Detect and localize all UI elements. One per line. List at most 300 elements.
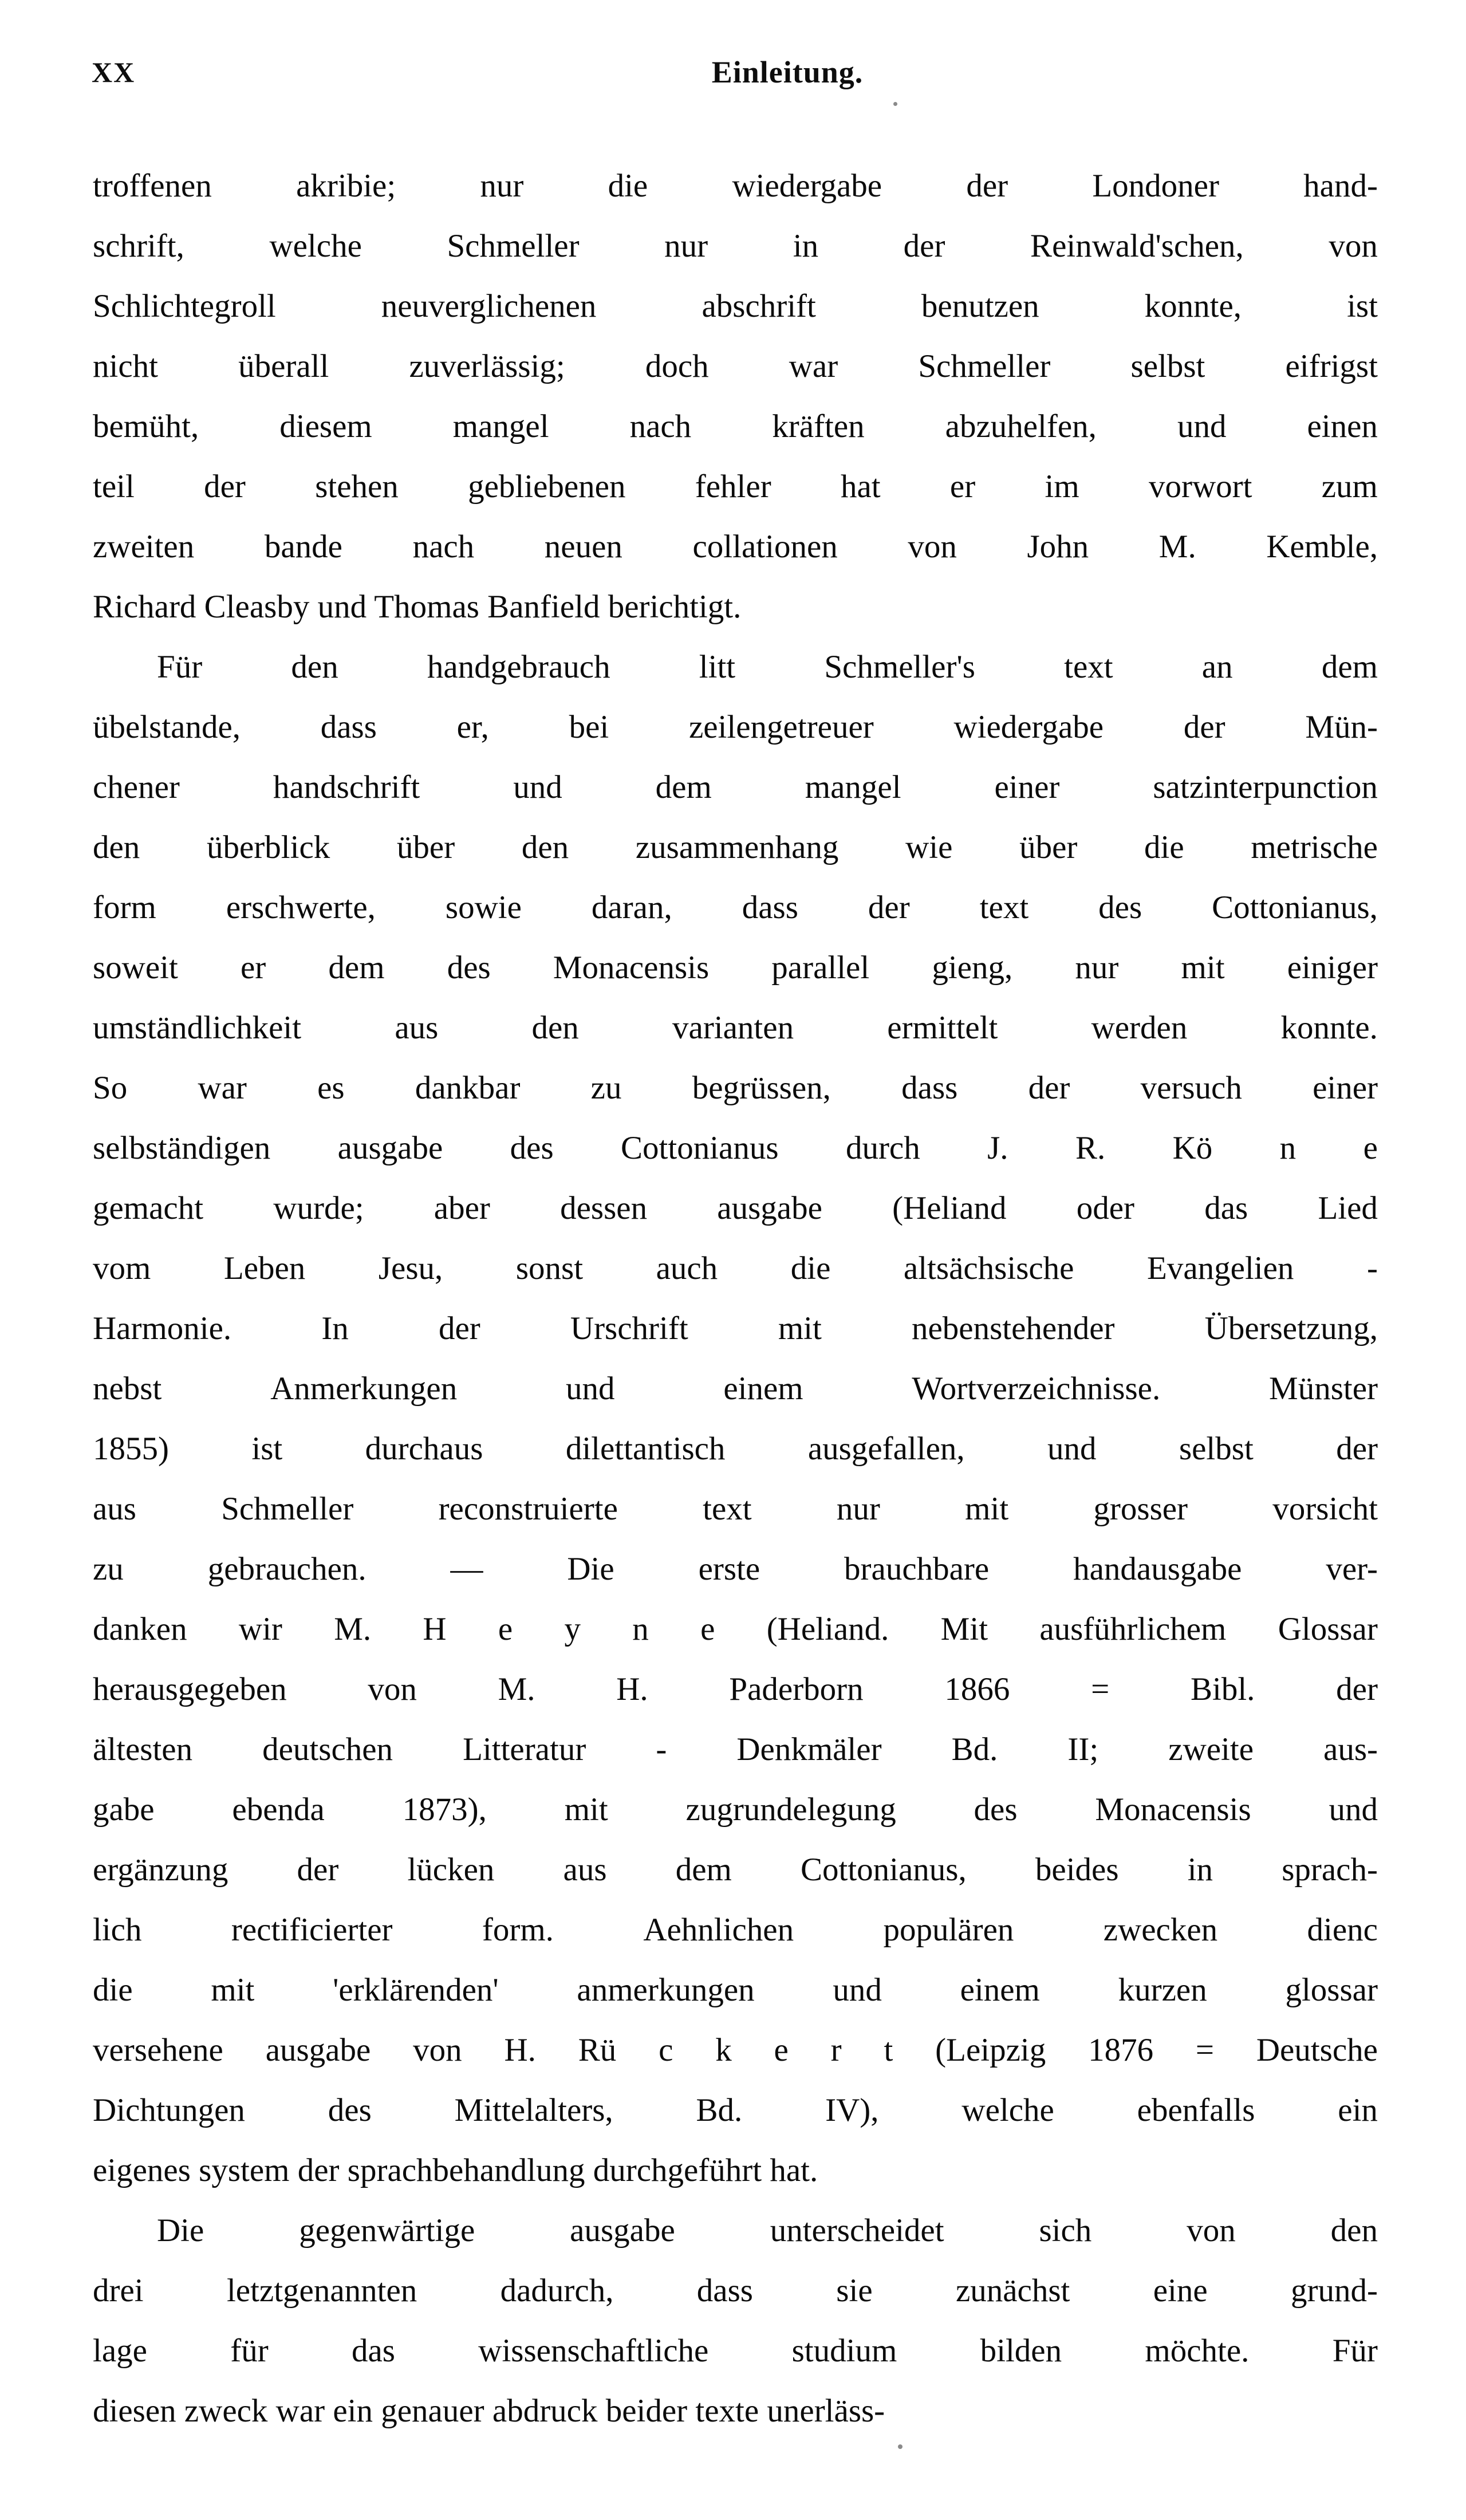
word: aber xyxy=(434,1190,490,1226)
word: die xyxy=(790,1250,831,1286)
text-line xyxy=(93,817,1378,877)
text-line xyxy=(93,1779,1378,1840)
word: Glossar xyxy=(1278,1611,1378,1647)
word: dem xyxy=(328,950,385,986)
word: dem xyxy=(675,1852,732,1888)
word: e xyxy=(774,2032,789,2068)
word: durch xyxy=(845,1130,920,1166)
word: vorsicht xyxy=(1272,1491,1378,1527)
word: abschrift xyxy=(702,288,816,324)
text-line xyxy=(93,1599,1378,1659)
word: die xyxy=(1144,829,1184,865)
word: dessen xyxy=(560,1190,648,1226)
word: bemüht, xyxy=(93,408,199,444)
word: studium xyxy=(791,2333,897,2369)
text-line xyxy=(93,2020,1378,2080)
word: ausgabe xyxy=(717,1190,822,1226)
word: zeilengetreuer xyxy=(688,709,874,745)
word: welche xyxy=(961,2092,1054,2128)
word: soweit xyxy=(93,950,178,986)
word: nach xyxy=(412,529,475,565)
word: Für xyxy=(157,649,203,685)
word: ebenda xyxy=(232,1791,325,1828)
word: selbst xyxy=(1179,1431,1254,1467)
word: Jesu, xyxy=(378,1250,443,1286)
word: aus xyxy=(563,1852,607,1888)
body-text xyxy=(93,156,1378,2441)
word: sonst xyxy=(515,1250,584,1286)
word: wurde; xyxy=(273,1190,364,1226)
word: von xyxy=(1329,228,1378,264)
word: der xyxy=(1336,1431,1378,1467)
word: für xyxy=(230,2333,269,2369)
word: text xyxy=(703,1491,752,1527)
word: zunächst xyxy=(955,2273,1070,2309)
word: fehler xyxy=(695,468,771,505)
word: Denkmäler xyxy=(736,1731,882,1767)
text-line xyxy=(93,1178,1378,1238)
word: überblick xyxy=(206,829,330,865)
word: der xyxy=(1183,709,1225,745)
word: ist xyxy=(1347,288,1378,324)
word: einer xyxy=(994,769,1060,805)
word: wissenschaftliche xyxy=(478,2333,709,2369)
word: übelstande, xyxy=(93,709,241,745)
word: erschwerte, xyxy=(226,889,376,926)
word: zum xyxy=(1321,468,1378,505)
word: Harmonie. xyxy=(93,1310,232,1346)
word: Anmerkungen xyxy=(270,1371,458,1407)
word: zu xyxy=(93,1551,124,1587)
word: von xyxy=(1187,2212,1236,2249)
word: im xyxy=(1045,468,1079,505)
word: der xyxy=(903,228,945,264)
word: H. xyxy=(504,2032,536,2068)
word: Bibl. xyxy=(1190,1671,1255,1707)
word: nur xyxy=(664,228,708,264)
word: eifrigst xyxy=(1285,348,1378,384)
word: mit xyxy=(564,1791,608,1828)
word: e xyxy=(1363,1130,1378,1166)
word: den xyxy=(531,1010,579,1046)
word: von xyxy=(413,2032,462,2068)
word: Münster xyxy=(1269,1371,1378,1407)
word: (Leipzig xyxy=(935,2032,1046,2068)
word: versehene xyxy=(93,2032,223,2068)
word: ist xyxy=(251,1431,283,1467)
word: 1855) xyxy=(93,1431,169,1467)
word: mangel xyxy=(452,408,549,444)
text-line xyxy=(93,517,1378,577)
word: Cottonianus xyxy=(621,1130,779,1166)
word: wiedergabe xyxy=(953,709,1104,745)
text-line xyxy=(93,1058,1378,1118)
word: und xyxy=(1177,408,1227,444)
word: = xyxy=(1195,2032,1215,2068)
word: reconstruierte xyxy=(438,1491,618,1527)
text-line xyxy=(93,276,1378,336)
word: k xyxy=(715,2032,732,2068)
word: an xyxy=(1201,649,1233,685)
word: ergänzung xyxy=(93,1852,228,1888)
word: nur xyxy=(480,168,524,204)
word: Dichtungen xyxy=(93,2092,245,2128)
word: drei xyxy=(93,2273,144,2309)
word: Paderborn xyxy=(729,1671,864,1707)
word: ausgabe xyxy=(265,2032,371,2068)
text-line xyxy=(93,1539,1378,1599)
word: eine xyxy=(1153,2273,1208,2309)
word: Wortverzeichnisse. xyxy=(912,1371,1161,1407)
word: Bd. xyxy=(951,1731,998,1767)
word: einer xyxy=(1313,1070,1378,1106)
word: überall xyxy=(238,348,329,384)
word: ein xyxy=(1338,2092,1378,2128)
word: es xyxy=(317,1070,345,1106)
word: einen xyxy=(1307,408,1378,444)
text-line xyxy=(93,396,1378,456)
word: abzuhelfen, xyxy=(945,408,1097,444)
word: gemacht xyxy=(93,1190,204,1226)
word: ver- xyxy=(1326,1551,1378,1587)
word: danken xyxy=(93,1611,187,1647)
word: form. xyxy=(482,1912,554,1948)
word: handausgabe xyxy=(1073,1551,1242,1587)
word: glossar xyxy=(1285,1972,1378,2008)
word: Schlichtegroll xyxy=(93,288,276,324)
word: zuverlässig; xyxy=(409,348,565,384)
word: dass xyxy=(320,709,377,745)
word: war xyxy=(789,348,838,384)
word: nach xyxy=(629,408,692,444)
word: begrüssen, xyxy=(692,1070,831,1106)
word: den xyxy=(1330,2212,1378,2249)
word: Reinwald'schen, xyxy=(1030,228,1244,264)
text-line xyxy=(93,877,1378,938)
word: In xyxy=(321,1310,349,1346)
word: wie xyxy=(905,829,953,865)
word: doch xyxy=(645,348,709,384)
word: 'erklärenden' xyxy=(333,1972,499,2008)
word: form xyxy=(93,889,156,926)
word: dienc xyxy=(1307,1912,1378,1948)
word: mit xyxy=(1181,950,1225,986)
word: dem xyxy=(1321,649,1378,685)
word: sich xyxy=(1039,2212,1092,2249)
word: rectificierter xyxy=(231,1912,393,1948)
text-line xyxy=(93,336,1378,396)
word: mit xyxy=(965,1491,1009,1527)
word: wir xyxy=(238,1611,282,1647)
word: ausführlichem xyxy=(1039,1611,1227,1647)
word: altsächsische xyxy=(903,1250,1074,1286)
word: unterscheidet xyxy=(770,2212,944,2249)
word: brauchbare xyxy=(844,1551,990,1587)
word: er xyxy=(949,468,976,505)
word: lücken xyxy=(407,1852,495,1888)
word: Cottonianus, xyxy=(1212,889,1378,926)
word: ebenfalls xyxy=(1137,2092,1255,2128)
word: bilden xyxy=(980,2333,1062,2369)
word: zweite xyxy=(1168,1731,1254,1767)
word: gieng, xyxy=(932,950,1013,986)
word: nebenstehender xyxy=(912,1310,1115,1346)
word: in xyxy=(793,228,819,264)
word: e xyxy=(700,1611,715,1647)
word: selbständigen xyxy=(93,1130,271,1166)
word: ausgabe xyxy=(337,1130,443,1166)
word: dem xyxy=(655,769,712,805)
word: war xyxy=(198,1070,247,1106)
word: aus xyxy=(395,1010,439,1046)
word: letztgenannten xyxy=(226,2273,417,2309)
word: welche xyxy=(269,228,362,264)
word: So xyxy=(93,1070,128,1106)
word: die xyxy=(608,168,648,204)
word: Deutsche xyxy=(1256,2032,1378,2068)
word: mangel xyxy=(805,769,901,805)
word: der xyxy=(868,889,910,926)
word: konnte, xyxy=(1144,288,1242,324)
word: J. xyxy=(987,1130,1008,1166)
word: dankbar xyxy=(415,1070,521,1106)
text-line xyxy=(93,697,1378,757)
word: - xyxy=(656,1731,667,1767)
word: in xyxy=(1187,1852,1213,1888)
word: einiger xyxy=(1287,950,1378,986)
word: grund- xyxy=(1290,2273,1378,2309)
word: Aehnlichen xyxy=(643,1912,794,1948)
text-line xyxy=(93,456,1378,517)
word: von xyxy=(368,1671,417,1707)
running-head xyxy=(92,55,1374,95)
word: text xyxy=(979,889,1029,926)
word: Für xyxy=(1332,2333,1378,2369)
word: erste xyxy=(698,1551,760,1587)
word: zusammenhang xyxy=(635,829,839,865)
word: dilettantisch xyxy=(565,1431,726,1467)
word: ausgabe xyxy=(570,2212,675,2249)
word: nebst xyxy=(93,1371,162,1407)
word: grosser xyxy=(1093,1491,1188,1527)
word: — xyxy=(450,1551,483,1587)
word: und xyxy=(1329,1791,1378,1828)
word: sprach- xyxy=(1282,1852,1378,1888)
word: dass xyxy=(901,1070,958,1106)
word: Mittelalters, xyxy=(454,2092,613,2128)
word: Lied xyxy=(1318,1190,1378,1226)
text-line: eigenes system der sprachbehandlung durchgeführt hat. xyxy=(93,2152,818,2188)
word: des xyxy=(1098,889,1142,926)
word: lage xyxy=(93,2333,147,2369)
word: den xyxy=(291,649,338,685)
word: ermittelt xyxy=(887,1010,998,1046)
text-line xyxy=(93,2080,1378,2140)
word: mit xyxy=(778,1310,822,1346)
word: gabe xyxy=(93,1791,155,1828)
word: Leben xyxy=(223,1250,306,1286)
word: hand- xyxy=(1303,168,1378,204)
word: Die xyxy=(567,1551,614,1587)
word: Mün- xyxy=(1305,709,1378,745)
word: kräften xyxy=(772,408,865,444)
text-line xyxy=(93,2321,1378,2381)
word: = xyxy=(1091,1671,1110,1707)
word: handschrift xyxy=(273,769,420,805)
word: des xyxy=(447,950,491,986)
word: nicht xyxy=(93,348,158,384)
word: Schmeller xyxy=(918,348,1051,384)
word: n xyxy=(632,1611,649,1647)
word: über xyxy=(396,829,455,865)
word: auch xyxy=(656,1250,718,1286)
word: hat xyxy=(840,468,881,505)
text-line xyxy=(93,1840,1378,1900)
text-line xyxy=(93,637,1378,697)
word: populären xyxy=(883,1912,1014,1948)
text-line xyxy=(93,2200,1378,2261)
word: vom xyxy=(93,1250,151,1286)
word: Schmeller's xyxy=(824,649,975,685)
word: der xyxy=(438,1310,480,1346)
word: mit xyxy=(211,1972,255,2008)
word: 1876 xyxy=(1088,2032,1154,2068)
text-line xyxy=(93,1359,1378,1419)
word: y xyxy=(564,1611,581,1647)
word: 1873), xyxy=(402,1791,487,1828)
word: des xyxy=(974,1791,1018,1828)
word: herausgegeben xyxy=(93,1671,287,1707)
word: Rü xyxy=(578,2032,617,2068)
word: t xyxy=(884,2032,893,2068)
word: satzinterpunction xyxy=(1153,769,1378,805)
text-line xyxy=(93,1900,1378,1960)
word: n xyxy=(1279,1130,1296,1166)
word: M. xyxy=(1158,529,1196,565)
word: der xyxy=(1028,1070,1070,1106)
word: ältesten xyxy=(93,1731,193,1767)
word: Kö xyxy=(1172,1130,1213,1166)
word: und xyxy=(566,1371,615,1407)
word: akribie; xyxy=(296,168,396,204)
word: versuch xyxy=(1140,1070,1242,1106)
word: des xyxy=(328,2092,372,2128)
word: Mit xyxy=(940,1611,988,1647)
word: Schmeller xyxy=(447,228,580,264)
word: IV), xyxy=(825,2092,879,2128)
word: das xyxy=(352,2333,395,2369)
word: teil xyxy=(93,468,135,505)
word: und xyxy=(833,1972,882,2008)
word: H. xyxy=(616,1671,648,1707)
word: lich xyxy=(93,1912,142,1948)
text-line xyxy=(93,998,1378,1058)
text-line: Richard Cleasby und Thomas Banfield berichtigt. xyxy=(93,589,742,625)
word: Die xyxy=(157,2212,204,2249)
word: Bd. xyxy=(696,2092,743,2128)
word: II; xyxy=(1067,1731,1099,1767)
word: gebrauchen. xyxy=(207,1551,366,1587)
word: Londoner xyxy=(1092,168,1219,204)
word: bei xyxy=(569,709,609,745)
word: (Heliand xyxy=(892,1190,1007,1226)
word: von xyxy=(908,529,957,565)
word: handgebrauch xyxy=(427,649,610,685)
word: aus xyxy=(93,1491,136,1527)
text-line xyxy=(93,938,1378,998)
word: der xyxy=(1336,1671,1378,1707)
text-line xyxy=(93,1118,1378,1178)
word: Monacensis xyxy=(1095,1791,1251,1828)
word: selbst xyxy=(1130,348,1205,384)
word: wiedergabe xyxy=(732,168,882,204)
word: gebliebenen xyxy=(468,468,626,505)
word: troffenen xyxy=(93,168,212,204)
word: die xyxy=(93,1972,133,2008)
word: er xyxy=(240,950,266,986)
word: dass xyxy=(696,2273,753,2309)
word: benutzen xyxy=(921,288,1039,324)
word: daran, xyxy=(591,889,672,926)
word: schrift, xyxy=(93,228,184,264)
text-line xyxy=(93,216,1378,276)
word: möchte. xyxy=(1145,2333,1250,2369)
word: der xyxy=(966,168,1008,204)
word: dass xyxy=(742,889,798,926)
word: - xyxy=(1366,1250,1378,1286)
word: zu xyxy=(590,1070,622,1106)
word: collationen xyxy=(692,529,838,565)
word: 1866 xyxy=(944,1671,1010,1707)
word: parallel xyxy=(771,950,870,986)
word: e xyxy=(498,1611,513,1647)
text-line xyxy=(93,156,1378,216)
text-line xyxy=(93,1479,1378,1539)
word: metrische xyxy=(1251,829,1378,865)
word: M. xyxy=(498,1671,535,1707)
word: Evangelien xyxy=(1147,1250,1294,1286)
word: diesem xyxy=(279,408,372,444)
word: der xyxy=(297,1852,339,1888)
word: vorwort xyxy=(1148,468,1252,505)
word: durchaus xyxy=(365,1431,483,1467)
word: M. xyxy=(334,1611,372,1647)
word: über xyxy=(1019,829,1078,865)
word: beides xyxy=(1035,1852,1119,1888)
word: R. xyxy=(1075,1130,1106,1166)
word: text xyxy=(1064,649,1113,685)
text-line xyxy=(93,757,1378,817)
word: nur xyxy=(836,1491,880,1527)
word: H xyxy=(423,1611,447,1647)
word: stehen xyxy=(315,468,399,505)
word: varianten xyxy=(672,1010,794,1046)
text-line: diesen zweck war ein genauer abdruck beider texte unerläss- xyxy=(93,2393,885,2429)
word: oder xyxy=(1076,1190,1135,1226)
word: sowie xyxy=(445,889,522,926)
word: und xyxy=(1047,1431,1097,1467)
word: zweiten xyxy=(93,529,195,565)
word: sie xyxy=(836,2273,873,2309)
text-line xyxy=(93,1298,1378,1359)
word: chener xyxy=(93,769,180,805)
word: anmerkungen xyxy=(577,1972,755,2008)
word: einem xyxy=(723,1371,803,1407)
word: ausgefallen, xyxy=(807,1431,965,1467)
word: Kemble, xyxy=(1266,529,1378,565)
word: dadurch, xyxy=(500,2273,614,2309)
word: und xyxy=(513,769,562,805)
